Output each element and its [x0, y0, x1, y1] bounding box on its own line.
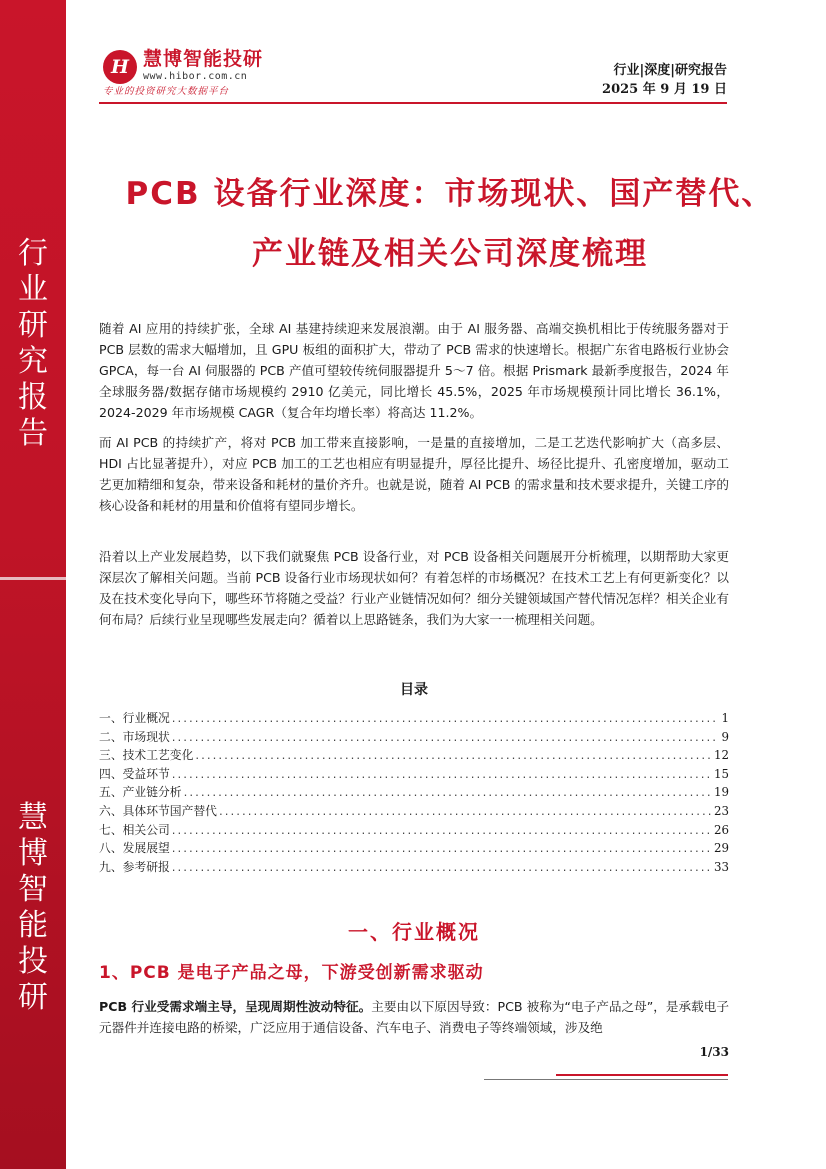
sidebar-band: [0, 0, 66, 1169]
brand-logo: [103, 44, 343, 100]
toc-entry-page: 19: [713, 785, 729, 800]
sidebar-char: 研: [18, 308, 48, 343]
toc-entry[interactable]: [99, 802, 729, 821]
toc-leader: [172, 858, 712, 877]
toc-entry-label: 五、产业链分析: [99, 785, 182, 800]
sidebar-top-label: [0, 236, 66, 452]
sidebar-char: 能: [18, 908, 48, 943]
lead-bold-text: PCB 行业受需求端主导，呈现周期性波动特征。: [99, 999, 372, 1014]
toc-entry[interactable]: [99, 821, 729, 840]
toc-leader: [219, 802, 712, 821]
title-line-1: PCB 设备行业深度：市场现状、国产替代、: [125, 176, 775, 212]
section-paragraph: [99, 996, 729, 1038]
toc-entry-page: 12: [713, 748, 729, 763]
intro-paragraph-2: 而 AI PCB 的持续扩产，将对 PCB 加工带来直接影响，一是量的直接增加，二是工艺迭代影响扩大（高多层、HDI 占比显著提升），对应 PCB 加工的工艺也相应有明显提升，厚径比提升、场径比提升、孔密度增加，驱动工艺更加精细和复杂，带来设备和耗材的量价齐升。也就是说，随着 AI PCB 的需求量和技术要求提升，关键工序的核心设备和耗材的用量和价值将有望同步增长。: [99, 435, 729, 513]
footer-rule-red: [556, 1074, 728, 1076]
sidebar-divider: [0, 577, 66, 580]
sidebar-char: 投: [18, 944, 48, 979]
sidebar-char: 报: [18, 380, 48, 415]
sidebar-char: 研: [18, 980, 48, 1015]
sidebar-char: 行: [18, 236, 48, 271]
sidebar-char: 慧: [18, 800, 48, 835]
header-rule: [99, 102, 727, 104]
toc-entry-page: 33: [713, 859, 729, 874]
report-title: [70, 164, 826, 284]
toc-entry-label: 八、发展展望: [99, 841, 170, 856]
toc-entry-label: 七、相关公司: [99, 822, 170, 837]
toc-entry-page: 15: [713, 766, 729, 781]
toc-entry[interactable]: [99, 783, 729, 802]
table-of-contents: [99, 709, 729, 876]
toc-entry[interactable]: [99, 765, 729, 784]
toc-entry[interactable]: [99, 858, 729, 877]
toc-entry-label: 二、市场现状: [99, 729, 170, 744]
toc-entry-label: 四、受益环节: [99, 766, 170, 781]
toc-leader: [172, 765, 712, 784]
toc-leader: [172, 709, 720, 728]
toc-entry-page: 26: [713, 822, 729, 837]
toc-entry[interactable]: [99, 709, 729, 728]
sidebar-bottom-label: [0, 800, 66, 1016]
toc-entry-label: 三、技术工艺变化: [99, 748, 194, 763]
toc-entry-page: 9: [721, 729, 729, 744]
logo-url: www.hibor.com.cn: [143, 71, 248, 82]
toc-entry-label: 九、参考研报: [99, 859, 170, 874]
toc-leader: [184, 783, 712, 802]
lead-body-text: 主要由以下原因导致：PCB 被称为“电子产品之母”，是承载电子元器件并连接电路的桥梁，广泛应用于通信设备、汽车电子、消费电子等终端领域，涉及绝: [99, 999, 729, 1035]
sidebar-char: 智: [18, 872, 48, 907]
toc-entry-page: 1: [721, 711, 729, 725]
logo-mark-icon: H: [103, 50, 137, 84]
intro-paragraph-1: 随着 AI 应用的持续扩张，全球 AI 基建持续迎来发展浪潮。由于 AI 服务器、高端交换机相比于传统服务器对于 PCB 层数的需求大幅增加，且 GPU 板组的面积扩大，带动了 PCB 需求的快速增长。根据广东省电路板行业协会 GPCA，每一台 AI 伺服器的 PCB 产值可望较传统伺服器提升 5～7 倍。根据 Prismark 最新季度报告，2024 年全球服务器/数据存储市场规模约 2910 亿美元，同比增长 45.5%，2025 年市场规模预计同比增长 36.1%，2024-2029 年市场规模 CAGR（复合年均增长率）将高达 11.2%。: [99, 321, 729, 420]
logo-name: 慧博智能投研: [143, 48, 264, 70]
page-number: 1/33: [699, 1045, 729, 1059]
intro-paragraph-3: 沿着以上产业发展趋势，以下我们就聚焦 PCB 设备行业，对 PCB 设备相关问题展开分析梳理，以期帮助大家更深层次了解相关问题。当前 PCB 设备行业市场现状如何？有着怎样的市场概况？在技术工艺上有何更新变化？以及在技术变化导向下，哪些环节将随之受益？行业产业链情况如何？细分关键领域国产替代情况怎样？相关企业有何布局？后续行业呈现哪些发展走向？循着以上思路链条，我们为大家一一梳理相关问题。: [99, 549, 729, 627]
toc-leader: [172, 839, 712, 858]
section-heading: 一、行业概况: [348, 920, 480, 944]
report-type: 行业|深度|研究报告: [613, 63, 727, 78]
toc-entry[interactable]: [99, 839, 729, 858]
toc-leader: [172, 821, 712, 840]
toc-entry[interactable]: [99, 728, 729, 747]
toc-title: 目录: [400, 682, 428, 698]
logo-slogan: 专业的投资研究大数据平台: [103, 86, 230, 97]
report-date: 2025 年 9 月 19 日: [602, 82, 727, 97]
toc-leader: [172, 728, 720, 747]
sidebar-char: 业: [18, 272, 48, 307]
toc-leader: [195, 746, 712, 765]
title-line-2: 产业链及相关公司深度梳理: [252, 236, 648, 272]
toc-entry-label: 六、具体环节国产替代: [99, 803, 217, 818]
sidebar-char: 告: [18, 416, 48, 451]
sidebar-char: 博: [18, 836, 48, 871]
header-meta: [602, 62, 727, 100]
toc-entry-page: 29: [713, 841, 729, 856]
toc-entry-label: 一、行业概况: [99, 711, 170, 725]
toc-entry[interactable]: [99, 746, 729, 765]
section-subheading: 1、PCB 是电子产品之母，下游受创新需求驱动: [99, 963, 484, 983]
toc-entry-page: 23: [713, 803, 729, 818]
sidebar-char: 究: [18, 344, 48, 379]
footer-rule-gray: [484, 1079, 728, 1080]
